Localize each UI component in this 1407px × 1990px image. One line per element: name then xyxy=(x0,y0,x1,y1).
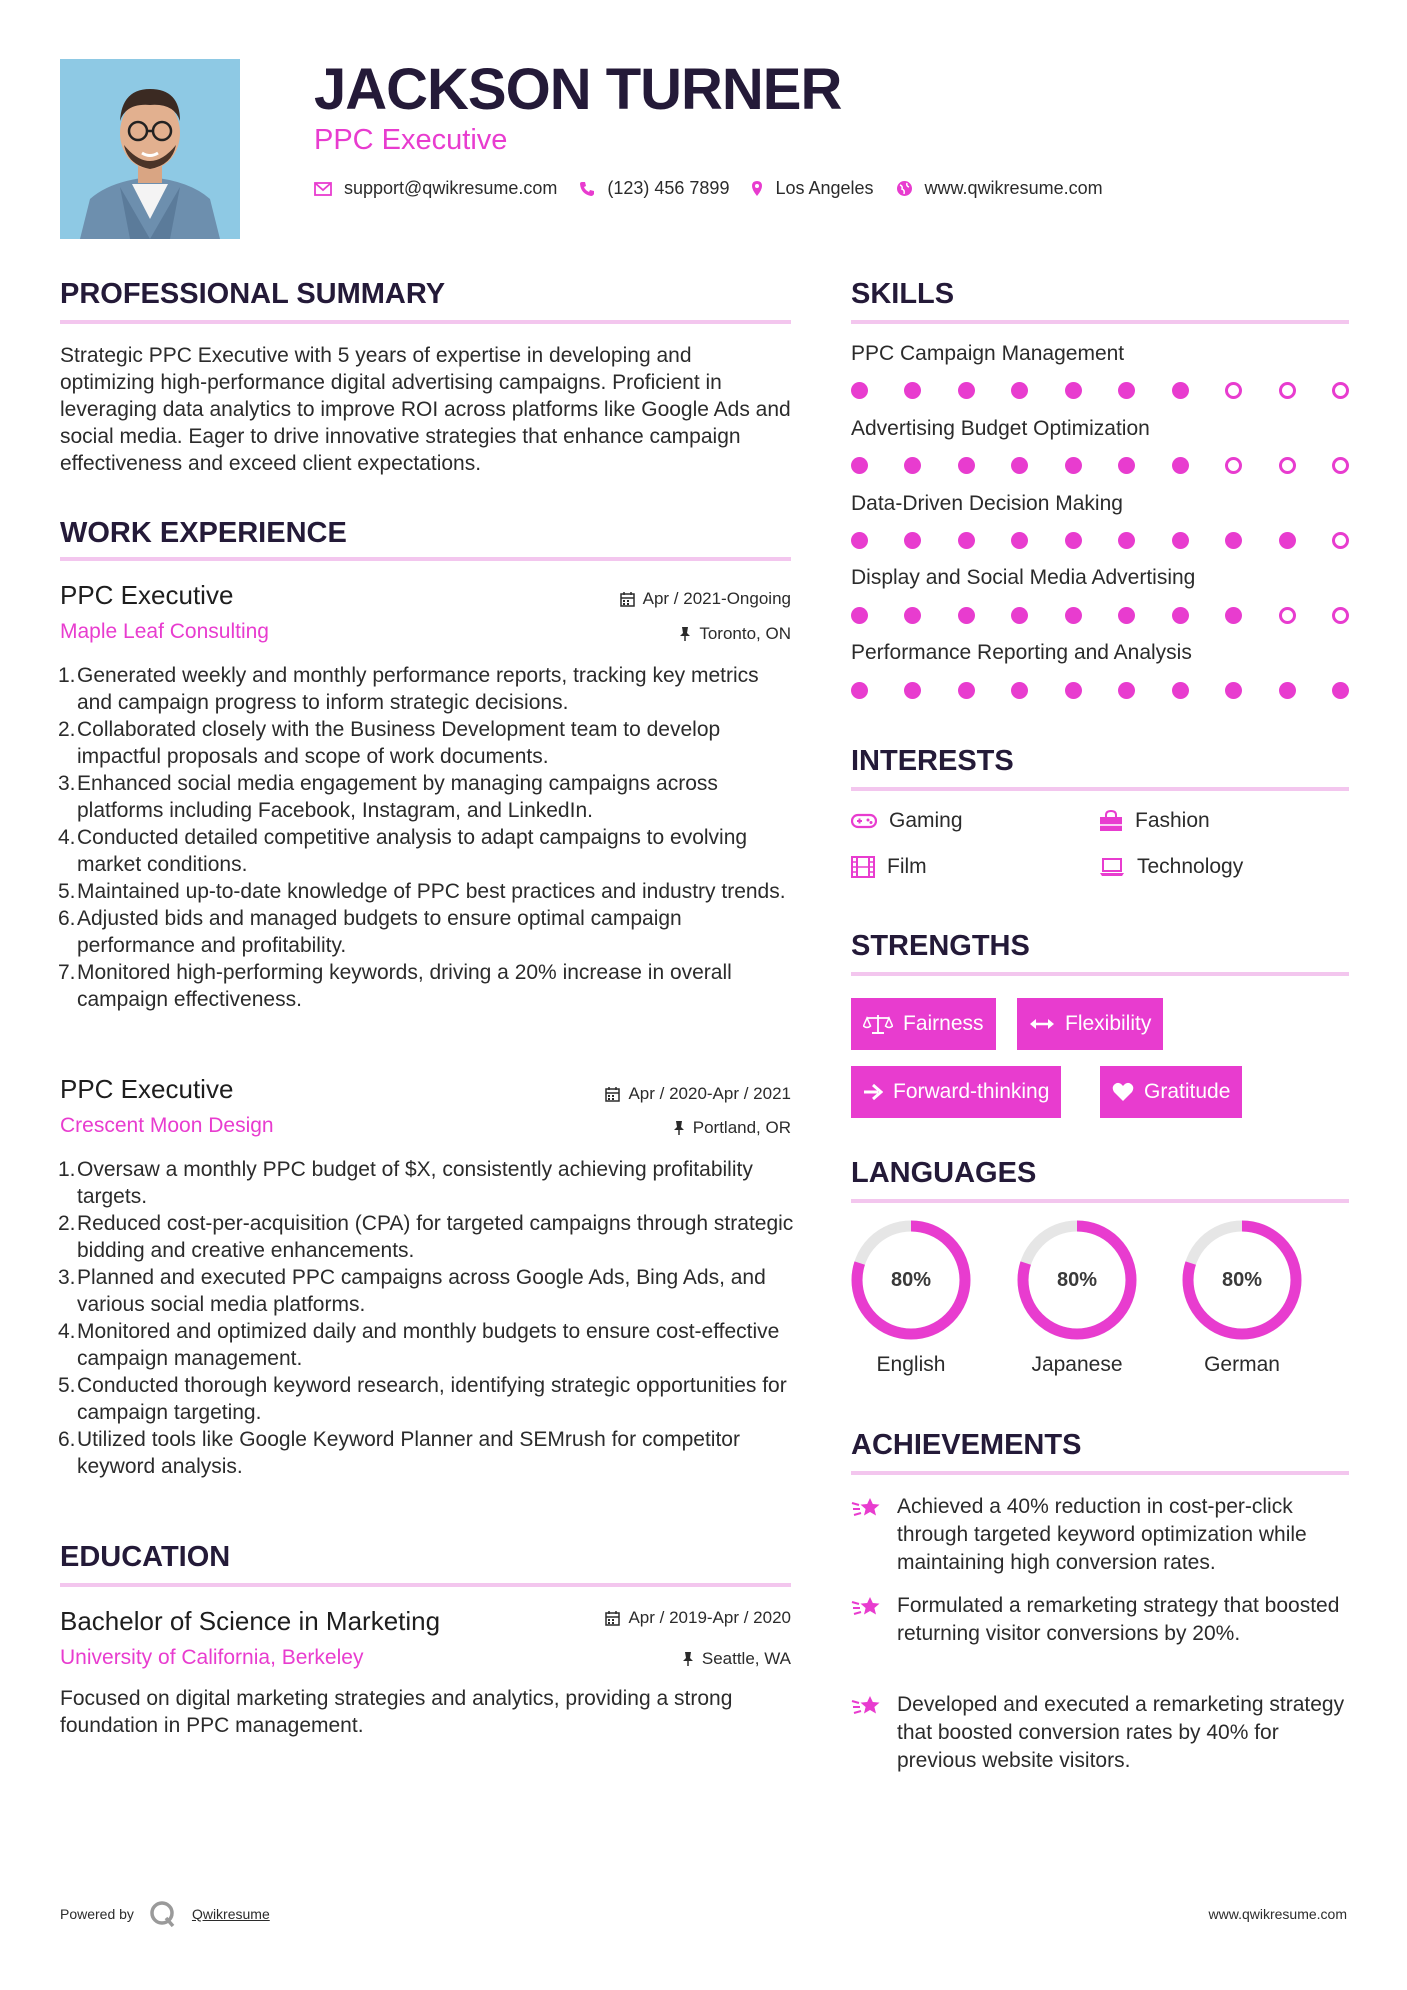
languages-divider xyxy=(851,1199,1349,1203)
interests-divider xyxy=(851,787,1349,791)
strength-label: Forward-thinking xyxy=(893,1080,1050,1103)
calendar-icon xyxy=(605,1610,620,1626)
contact-email[interactable] xyxy=(314,178,557,199)
skill-dot-filled xyxy=(1065,382,1082,399)
list-item: 2. Collaborated closely with the Business Development team to develop impactful proposals and scope of work documents. xyxy=(58,718,721,768)
skill-dot-filled xyxy=(851,532,868,549)
list-item: 6. Utilized tools like Google Keyword Planner and SEMrush for competitor keyword analysis. xyxy=(58,1428,740,1478)
skill-dot-filled xyxy=(1172,682,1189,699)
list-item: 6. Adjusted bids and managed budgets to ensure optimal campaign performance and profitability. xyxy=(58,907,682,957)
language-ring xyxy=(850,1219,972,1341)
qwikresume-logo-icon xyxy=(148,1899,178,1929)
education-heading: EDUCATION xyxy=(60,1541,231,1573)
achievement-text: Developed and executed a remarketing strategy that boosted conversion rates by 40% for previous website visitors. xyxy=(897,1693,1345,1772)
language-item xyxy=(1177,1219,1307,1377)
education-text: Focused on digital marketing strategies and analytics, providing a strong foundation in PPC management. xyxy=(60,1687,733,1737)
skill-dot-empty xyxy=(1279,607,1296,624)
skill-dot-filled xyxy=(904,607,921,624)
skill-dot-filled xyxy=(1225,682,1242,699)
experience-heading: WORK EXPERIENCE xyxy=(60,517,347,549)
language-ring xyxy=(1016,1219,1138,1341)
skill-rating xyxy=(851,382,1349,399)
shooting-star-icon xyxy=(851,1594,883,1620)
interest-label: Technology xyxy=(1137,855,1244,878)
skill-dot-filled xyxy=(1118,682,1135,699)
job-location xyxy=(673,1118,791,1138)
envelope-icon xyxy=(314,182,332,196)
strength-badge xyxy=(851,1066,1061,1118)
skill-dot-filled xyxy=(904,382,921,399)
achievements-divider xyxy=(851,1471,1349,1475)
pushpin-icon xyxy=(673,1120,685,1136)
contact-website-text: www.qwikresume.com xyxy=(924,178,1103,198)
skill-dot-empty xyxy=(1332,457,1349,474)
skill-dot-filled xyxy=(1118,382,1135,399)
skill-dot-empty xyxy=(1279,457,1296,474)
arrows-horizontal-icon xyxy=(1029,1017,1055,1031)
map-pin-icon xyxy=(751,180,763,197)
skill-name: Data-Driven Decision Making xyxy=(851,492,1123,515)
education-location-text: Seattle, WA xyxy=(701,1649,791,1668)
skill-rating xyxy=(851,607,1349,624)
calendar-icon xyxy=(620,591,635,607)
summary-heading: PROFESSIONAL SUMMARY xyxy=(60,278,446,310)
languages-heading: LANGUAGES xyxy=(851,1157,1037,1189)
list-item: 2. Reduced cost-per-acquisition (CPA) for targeted campaigns through strategic bidding and creative enhancements. xyxy=(58,1212,794,1262)
shooting-star-icon xyxy=(851,1495,883,1521)
skill-dot-filled xyxy=(1118,532,1135,549)
achievement-item xyxy=(851,1691,1349,1775)
interest-fashion xyxy=(1099,809,1210,833)
job-company: Crescent Moon Design xyxy=(60,1114,274,1137)
footer-powered-by xyxy=(60,1899,270,1929)
summary-divider xyxy=(60,320,791,324)
calendar-icon xyxy=(605,1086,620,1102)
job-title: PPC Executive xyxy=(60,1074,234,1104)
laptop-icon xyxy=(1099,857,1125,877)
shooting-star-icon xyxy=(851,1693,883,1719)
degree-title: Bachelor of Science in Marketing xyxy=(60,1606,441,1636)
globe-icon xyxy=(896,180,913,197)
skill-dot-filled xyxy=(1011,682,1028,699)
interest-film xyxy=(851,855,927,879)
language-name: English xyxy=(876,1353,946,1376)
strength-badge xyxy=(851,998,996,1050)
pushpin-icon xyxy=(679,626,691,642)
heart-icon xyxy=(1112,1082,1134,1102)
interest-label: Fashion xyxy=(1135,809,1210,832)
candidate-name: JACKSON TURNER xyxy=(314,57,842,122)
job-location-text: Toronto, ON xyxy=(699,624,791,643)
skill-dot-filled xyxy=(1065,607,1082,624)
skill-dot-filled xyxy=(958,607,975,624)
skill-dot-filled xyxy=(851,382,868,399)
language-name: Japanese xyxy=(1031,1353,1123,1376)
skill-dot-empty xyxy=(1332,532,1349,549)
skill-dot-filled xyxy=(1011,532,1028,549)
language-name: German xyxy=(1204,1353,1280,1376)
gamepad-icon xyxy=(851,812,877,830)
job-company: Maple Leaf Consulting xyxy=(60,620,269,643)
language-percent: 80% xyxy=(890,1268,932,1291)
skill-dot-filled xyxy=(1011,607,1028,624)
job-date-text: Apr / 2021-Ongoing xyxy=(642,589,791,608)
achievement-text: Achieved a 40% reduction in cost-per-click through targeted keyword optimization while maintaining high conversion rates. xyxy=(897,1495,1307,1574)
strength-label: Gratitude xyxy=(1144,1080,1231,1103)
job-date xyxy=(605,1084,791,1104)
skill-dot-filled xyxy=(1172,532,1189,549)
achievement-item xyxy=(851,1493,1349,1577)
interests-heading: INTERESTS xyxy=(851,745,1014,777)
skill-dot-empty xyxy=(1332,382,1349,399)
strength-badge xyxy=(1017,998,1163,1050)
language-item xyxy=(1012,1219,1142,1377)
skill-dot-filled xyxy=(958,457,975,474)
achievement-text: Formulated a remarketing strategy that boosted returning visitor conversions by 20%. xyxy=(897,1594,1340,1645)
list-item: 5. Maintained up-to-date knowledge of PPC best practices and industry trends. xyxy=(58,880,786,903)
skills-divider xyxy=(851,320,1349,324)
interest-gaming xyxy=(851,809,963,833)
skill-dot-filled xyxy=(958,382,975,399)
school-name: University of California, Berkeley xyxy=(60,1646,364,1669)
skill-rating xyxy=(851,682,1349,699)
job-title: PPC Executive xyxy=(60,580,234,610)
interest-technology xyxy=(1099,855,1243,879)
job-location xyxy=(679,624,791,644)
skill-dot-empty xyxy=(1225,457,1242,474)
film-icon xyxy=(851,856,875,878)
contact-location xyxy=(751,178,873,199)
skill-dot-empty xyxy=(1332,607,1349,624)
skill-dot-filled xyxy=(958,532,975,549)
job-date xyxy=(620,589,791,609)
skills-heading: SKILLS xyxy=(851,278,955,310)
skill-dot-filled xyxy=(1172,607,1189,624)
contact-phone-text: (123) 456 7899 xyxy=(607,178,730,198)
skill-dot-filled xyxy=(851,682,868,699)
skill-dot-filled xyxy=(904,532,921,549)
skill-name: Advertising Budget Optimization xyxy=(851,417,1150,440)
skill-name: PPC Campaign Management xyxy=(851,342,1125,365)
skill-dot-filled xyxy=(851,457,868,474)
experience-divider xyxy=(60,557,791,561)
skill-dot-filled xyxy=(1172,382,1189,399)
contact-bar xyxy=(314,178,1125,199)
list-item: 3. Enhanced social media engagement by managing campaigns across platforms including Facebook, Instagram, and LinkedIn. xyxy=(58,772,718,822)
list-item: 1. Oversaw a monthly PPC budget of $X, consistently achieving profitability targets. xyxy=(58,1158,753,1208)
language-ring xyxy=(1181,1219,1303,1341)
shopping-bag-icon xyxy=(1099,810,1123,832)
strength-label: Flexibility xyxy=(1065,1012,1152,1035)
skill-dot-empty xyxy=(1225,382,1242,399)
footer-website[interactable]: www.qwikresume.com xyxy=(1208,1906,1347,1922)
powered-by-label: Powered by xyxy=(60,1906,134,1922)
job-date-text: Apr / 2020-Apr / 2021 xyxy=(628,1084,791,1103)
list-item: 4. Monitored and optimized daily and monthly budgets to ensure cost-effective campaign management. xyxy=(58,1320,780,1370)
skill-dot-filled xyxy=(1225,607,1242,624)
skill-dot-filled xyxy=(1065,457,1082,474)
skill-dot-filled xyxy=(851,607,868,624)
skill-dot-filled xyxy=(1225,532,1242,549)
skill-dot-filled xyxy=(958,682,975,699)
skill-dot-filled xyxy=(1065,682,1082,699)
arrow-right-icon xyxy=(863,1083,883,1101)
skill-dot-filled xyxy=(1279,532,1296,549)
skill-name: Display and Social Media Advertising xyxy=(851,566,1196,589)
skill-dot-filled xyxy=(1118,607,1135,624)
profile-photo xyxy=(60,59,240,239)
language-percent: 80% xyxy=(1056,1268,1098,1291)
skill-rating xyxy=(851,532,1349,549)
education-date xyxy=(605,1608,791,1628)
skill-dot-filled xyxy=(904,682,921,699)
brand-link[interactable]: Qwikresume xyxy=(191,1906,270,1922)
list-item: 3. Planned and executed PPC campaigns across Google Ads, Bing Ads, and various social media platforms. xyxy=(58,1266,766,1316)
skill-dot-filled xyxy=(1172,457,1189,474)
job-bullets xyxy=(58,1156,798,1480)
skill-dot-filled xyxy=(1332,682,1349,699)
skill-name: Performance Reporting and Analysis xyxy=(851,641,1192,664)
achievements-heading: ACHIEVEMENTS xyxy=(851,1429,1082,1461)
contact-phone[interactable] xyxy=(579,178,729,199)
strength-label: Fairness xyxy=(903,1012,984,1035)
skill-dot-filled xyxy=(1065,532,1082,549)
strengths-divider xyxy=(851,972,1349,976)
list-item: 7. Monitored high-performing keywords, driving a 20% increase in overall campaign effectiveness. xyxy=(58,961,732,1011)
skill-dot-filled xyxy=(1279,682,1296,699)
list-item: 5. Conducted thorough keyword research, identifying strategic opportunities for campaign targeting. xyxy=(58,1374,787,1424)
contact-email-text: support@qwikresume.com xyxy=(344,178,558,198)
skill-dot-filled xyxy=(1011,457,1028,474)
education-date-text: Apr / 2019-Apr / 2020 xyxy=(628,1608,791,1627)
list-item: 4. Conducted detailed competitive analysis to adapt campaigns to evolving market conditions. xyxy=(58,826,748,876)
skill-dot-empty xyxy=(1279,382,1296,399)
job-bullets xyxy=(58,662,798,1013)
skill-dot-filled xyxy=(1011,382,1028,399)
language-item xyxy=(846,1219,976,1377)
summary-text: Strategic PPC Executive with 5 years of expertise in developing and optimizing high-performance digital advertising campaigns. Proficient in leveraging data analytics to improve ROI across platforms like Google Ads and social media. Eager to drive innovative strategies that enhance campaign effectiveness and exceed client expectations. xyxy=(60,344,791,475)
language-percent: 80% xyxy=(1221,1268,1263,1291)
skill-dot-filled xyxy=(904,457,921,474)
interest-label: Film xyxy=(887,855,927,878)
skill-rating xyxy=(851,457,1349,474)
strengths-heading: STRENGTHS xyxy=(851,930,1030,962)
balance-scale-icon xyxy=(863,1013,893,1035)
skill-dot-filled xyxy=(1118,457,1135,474)
phone-icon xyxy=(579,181,595,197)
candidate-role: PPC Executive xyxy=(314,124,508,156)
education-divider xyxy=(60,1583,791,1587)
pushpin-icon xyxy=(682,1651,694,1667)
strength-badge xyxy=(1100,1066,1242,1118)
job-location-text: Portland, OR xyxy=(692,1118,791,1137)
list-item: 1. Generated weekly and monthly performance reports, tracking key metrics and campaign progress to inform strategic decisions. xyxy=(58,664,759,714)
achievement-item xyxy=(851,1592,1349,1648)
contact-location-text: Los Angeles xyxy=(775,178,874,198)
contact-website[interactable] xyxy=(896,178,1103,199)
education-location xyxy=(682,1649,791,1669)
interest-label: Gaming xyxy=(889,809,963,832)
